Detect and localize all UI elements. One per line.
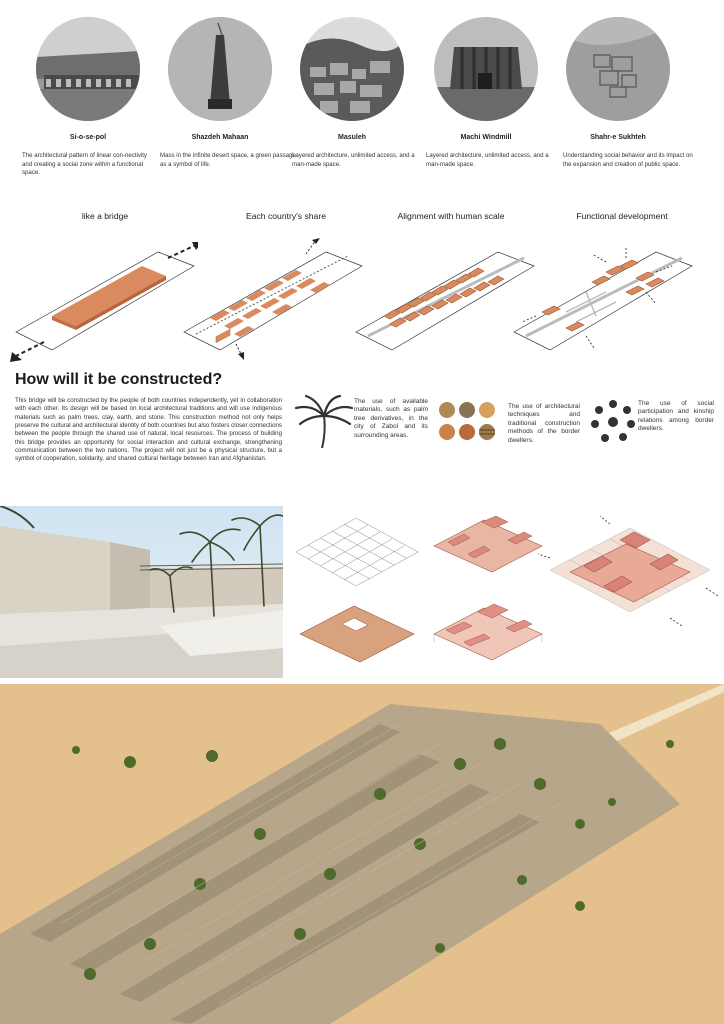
precedent-title: Shazdeh Mahaan: [191, 134, 249, 141]
aerial-masterplan-render: [0, 684, 724, 1024]
precedent-description: Layered architecture, unlimited access, and a man-made space.: [426, 152, 549, 168]
precedent-description: Mass in the infinite desert space, a green passage as a symbol of life.: [160, 152, 296, 168]
concept-diagram-bridge: [8, 232, 198, 362]
material-description: The use of social participation and kinship relations among border dwellers.: [638, 400, 714, 433]
floor-plan-step-diagram: [292, 598, 422, 668]
construction-body: This bridge will be constructed by the people of both countries independently, yet in collaboration with each other. Its design will be based on local architectural traditions and will use indigenous materials such as palm trees, clay, earth, and stone. This construction method not only helps preserve the cultural and architectural identity of both countries but also fosters closer connections between the people through the shared use of natural, local resources. The process of building this bridge provides an opportunity for social interaction and cultural exchange, strengthening communication between the two nations. The project will not just be a physical structure, but a symbol of cooperation, solidarity, and shared cultural heritage between Iran and Afghanistan.: [15, 397, 282, 463]
concept-diagram-country-share: [176, 232, 366, 362]
precedent-photo-shazdeh-mahaan: [168, 17, 272, 121]
precedent-photo-shahr-e-sukhteh: [566, 17, 670, 121]
palm-tree-icon: [292, 394, 356, 448]
construction-heading: How will it be constructed?: [15, 371, 223, 388]
concept-title: like a bridge: [81, 211, 129, 221]
concept-title: Functional development: [576, 211, 668, 221]
precedent-photo-machi-windmill: [434, 17, 538, 121]
material-description: The use of architectural techniques and traditional construction methods of the border dwellers.: [508, 403, 580, 444]
grid-step-diagram: [292, 512, 422, 592]
precedent-title: Si-o-se-pol: [69, 134, 107, 141]
precedent-photo-masuleh: [300, 17, 404, 121]
assembled-structure-diagram: [530, 510, 720, 630]
concept-title: Alignment with human scale: [397, 211, 505, 221]
precedent-description: The architectural pattern of linear con-nectivity and creating a social zone within a functional space.: [22, 152, 147, 177]
material-swatches-icon: [438, 400, 498, 444]
material-description: The use of available materials, such as palm tree derivatives, in the city of Zabol and its surrounding areas.: [354, 398, 428, 439]
precedent-title: Masuleh: [337, 134, 366, 141]
perspective-render-image: [0, 506, 283, 678]
precedent-title: Shahr-e Sukhteh: [590, 134, 646, 141]
precedent-description: Layered architecture, unlimited access, and a man-made space.: [292, 152, 415, 168]
community-circle-icon: [591, 400, 635, 444]
precedent-description: Understanding social behavior and its impact on the expansion and creation of public space.: [563, 152, 693, 168]
concept-title: Each country's share: [246, 211, 326, 221]
concept-diagram-functional: [506, 232, 696, 362]
precedent-photo-si-o-se-pol: [36, 17, 140, 121]
precedent-title: Machi Windmill: [460, 134, 512, 141]
